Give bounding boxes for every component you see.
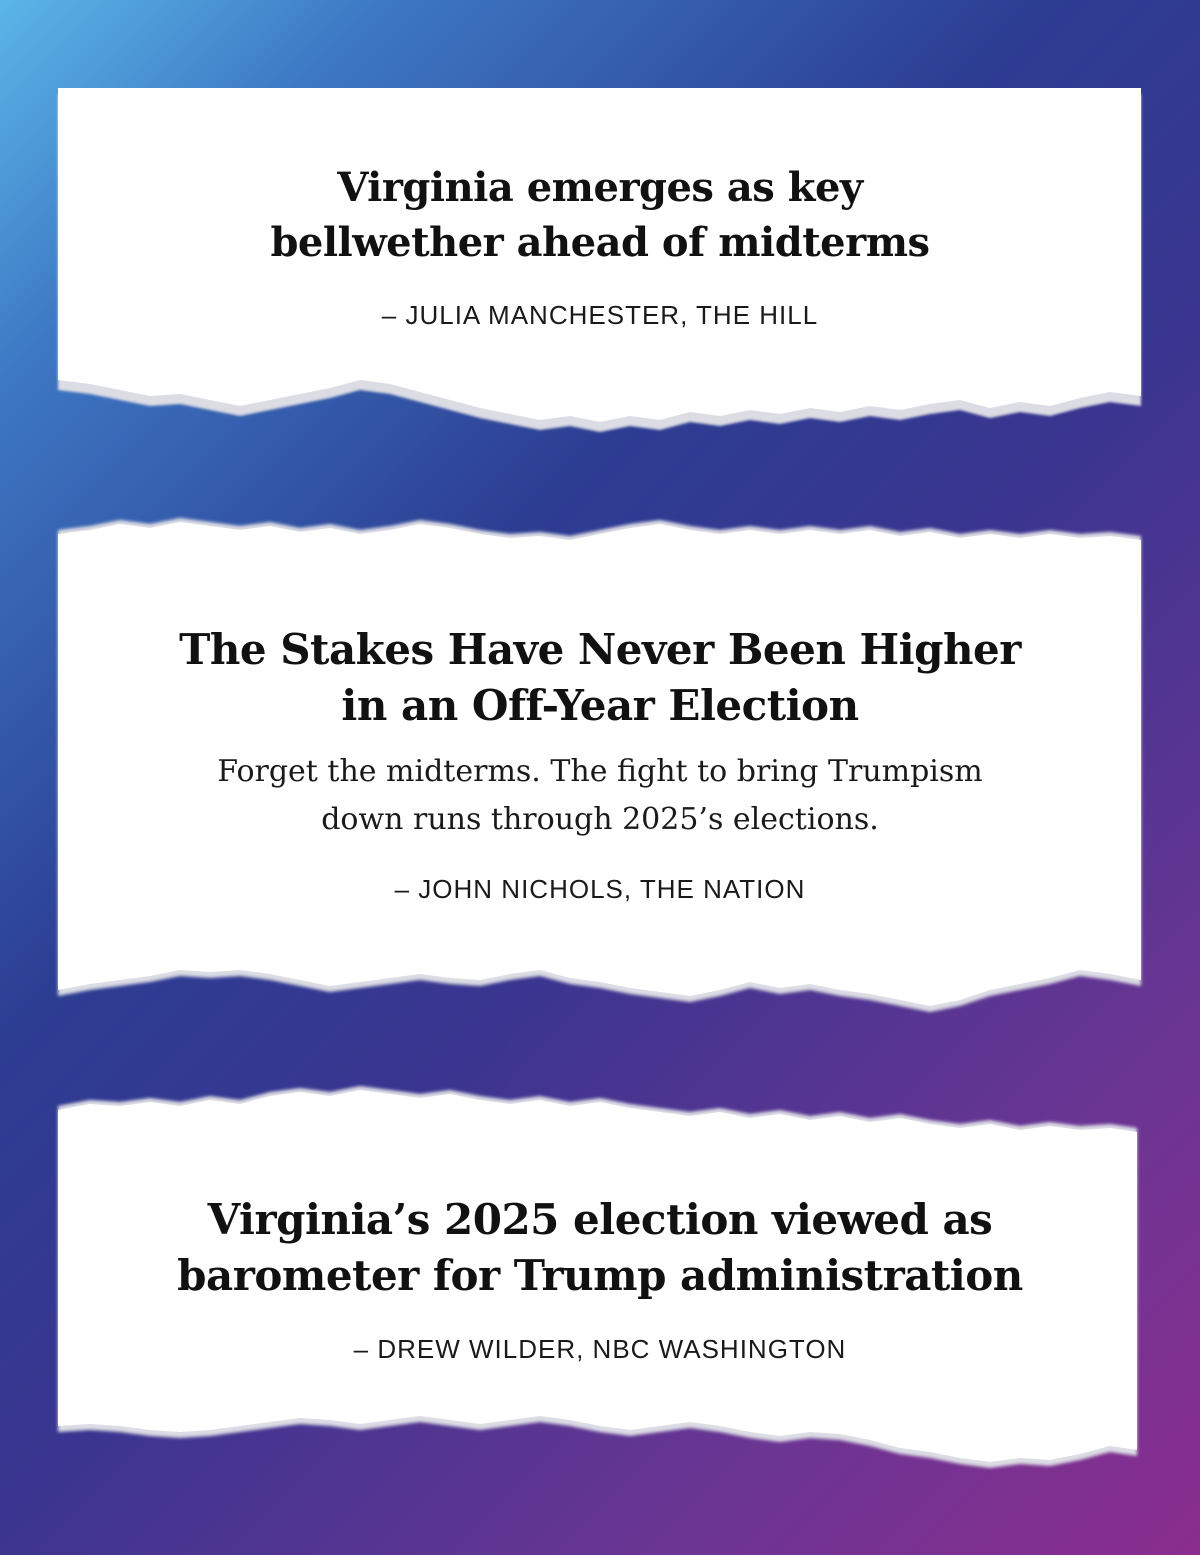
subheadline-line-2: down runs through 2025’s elections. [321,802,879,837]
headline-line-1: Virginia emerges as key [337,164,863,211]
headline-line-2: barometer for Trump administration [177,1251,1023,1300]
subheadline [0,748,1200,844]
quote-card-nbc-washington [0,1080,1200,1555]
quote-card-the-nation [0,500,1200,1030]
headline-line-1: Virginia’s 2025 election viewed as [207,1195,993,1244]
headline [0,622,1200,734]
attribution: – JULIA MANCHESTER, THE HILL [381,300,819,330]
headline-line-1: The Stakes Have Never Been Higher [179,625,1021,674]
headline [0,1192,1200,1304]
headline-line-2: in an Off-Year Election [341,681,859,730]
quote-content [0,160,1200,331]
quote-content [0,622,1200,905]
quote-content [0,1192,1200,1365]
subheadline-line-1: Forget the midterms. The fight to bring Trumpism [217,754,983,789]
headline-line-2: bellwether ahead of midterms [270,219,930,266]
attribution: – JOHN NICHOLS, THE NATION [394,874,806,904]
quote-card-the-hill [0,0,1200,450]
headline [0,160,1200,270]
attribution: – DREW WILDER, NBC WASHINGTON [353,1334,847,1364]
